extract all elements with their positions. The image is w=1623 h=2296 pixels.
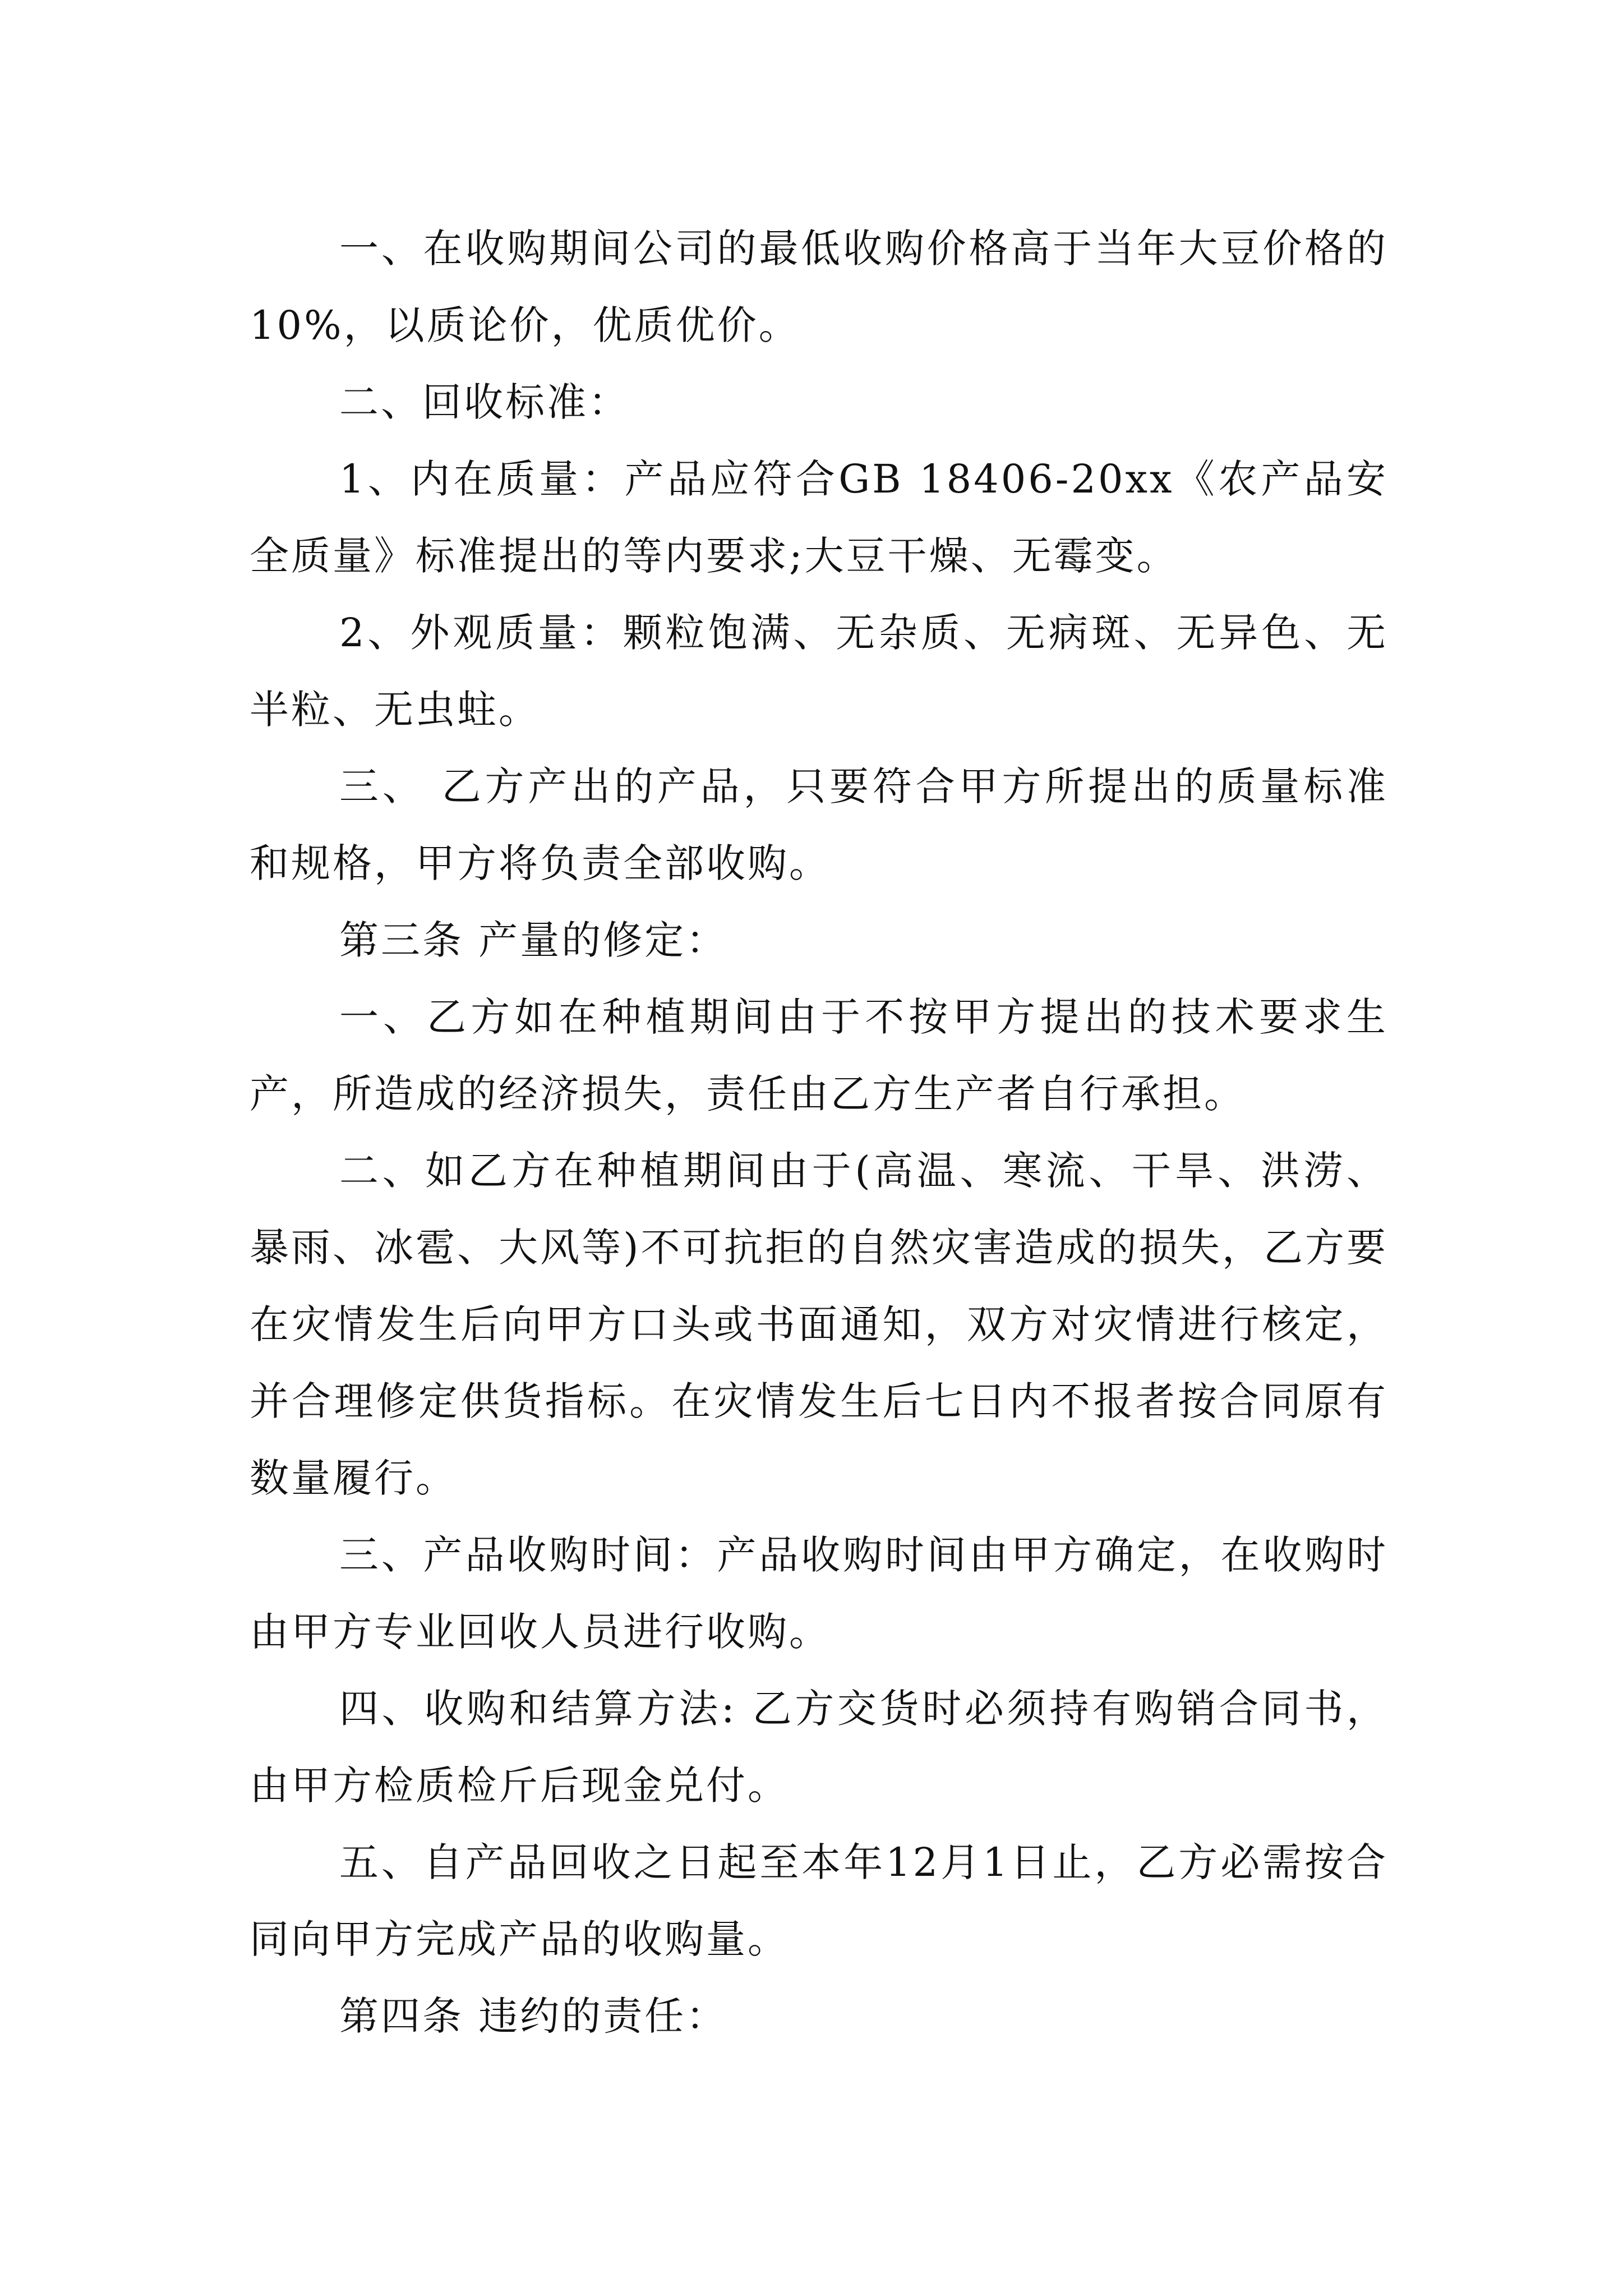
paragraph-recovery-standard-heading: 二、回收标准： [339, 379, 630, 425]
article-four-heading: 第四条 违约的责任： [339, 1993, 728, 2039]
paragraph-purchase-price: 一、在收购期间公司的最低收购价格高于当年大豆价格的10%，以质论价，优质优价。 [250, 226, 1388, 348]
paragraph-purchase-time: 三、产品收购时间：产品收购时间由甲方确定，在收购时由甲方专业回收人员进行收购。 [250, 1532, 1388, 1655]
document-body [250, 210, 1388, 2055]
paragraph-full-purchase: 三、 乙方产出的产品，只要符合甲方所提出的质量标准和规格，甲方将负责全部收购。 [250, 763, 1388, 886]
paragraph-completion-deadline: 五、自产品回收之日起至本年12月1日止，乙方必需按合同向甲方完成产品的收购量。 [250, 1839, 1388, 1962]
article-three-heading: 第三条 产量的修定： [339, 917, 728, 963]
paragraph-appearance-quality: 2、外观质量：颗粒饱满、无杂质、无病斑、无异色、无半粒、无虫蛀。 [250, 610, 1388, 733]
paragraph-settlement-method: 四、收购和结算方法: 乙方交货时必须持有购销合同书，由甲方检质检斤后现金兑付。 [250, 1686, 1388, 1809]
paragraph-natural-disaster: 二、如乙方在种植期间由于(高温、寒流、干旱、洪涝、暴雨、冰雹、大风等)不可抗拒的自然灾害造成的损失，乙方要在灾情发生后向甲方口头或书面通知，双方对灾情进行核定，并合理修定供货指标。在灾情发生后七日内不报者按合同原有数量履行。 [250, 1148, 1388, 1501]
paragraph-technical-loss: 一、乙方如在种植期间由于不按甲方提出的技术要求生产，所造成的经济损失，责任由乙方生产者自行承担。 [250, 994, 1388, 1117]
paragraph-internal-quality: 1、内在质量：产品应符合GB 18406-20xx《农产品安全质量》标准提出的等内要求;大豆干燥、无霉变。 [250, 456, 1388, 579]
